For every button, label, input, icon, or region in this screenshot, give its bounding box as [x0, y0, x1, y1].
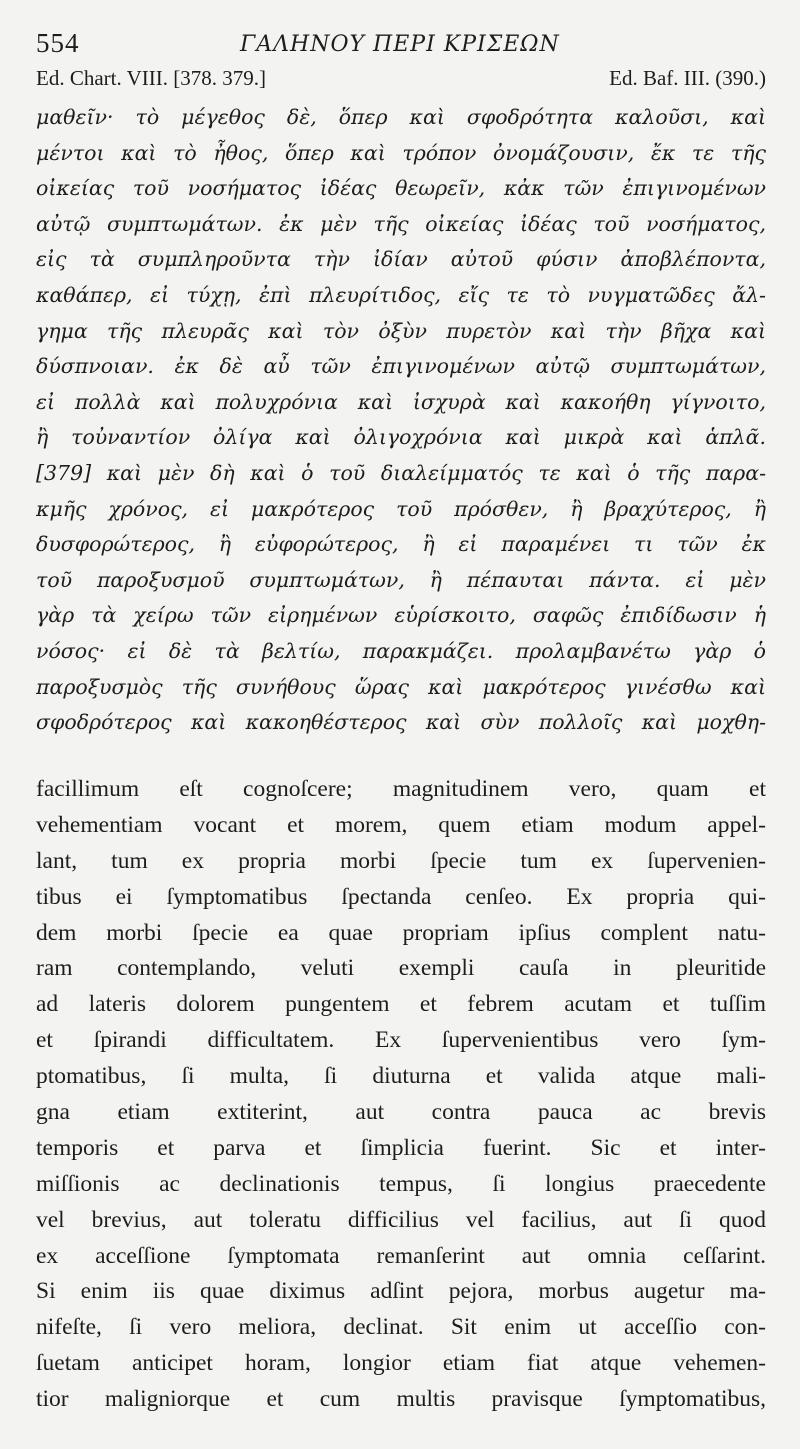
running-title: ΓΑΛΗΝΟΥ ΠΕΡΙ ΚΡΙΣΕΩΝ: [240, 32, 560, 57]
latin-line: miſſionis ac declinationis tempus, ſi longius praecedente: [36, 1170, 766, 1197]
greek-line: σφοδρότερος καὶ κακοηθέστερος καὶ σὺν πολλοῖς καὶ μοχθη-: [36, 710, 766, 735]
greek-line: παροξυσμὸς τῆς συνήθους ὥρας καὶ μακρότερος γινέσθω καὶ: [36, 674, 766, 699]
latin-line: vehementiam vocant et morem, quem etiam modum appel-: [36, 811, 766, 838]
latin-line: et ſpirandi difficultatem. Ex ſupervenientibus vero ſym-: [36, 1027, 766, 1054]
latin-line: facillimum eſt cognoſcere; magnitudinem vero, quam et: [36, 776, 766, 802]
latin-line: ad lateris dolorem pungentem et febrem acutam et tuſſim: [36, 991, 766, 1018]
greek-line: γὰρ τὰ χείρω τῶν εἰρημένων εὑρίσκοιτο, σαφῶς ἐπιδίδωσιν ἡ: [36, 603, 766, 628]
greek-line: νόσος· εἰ δὲ τὰ βελτίω, παρακμάζει. προλαμβανέτω γὰρ ὁ: [36, 638, 766, 663]
latin-line: vel brevius, aut toleratu difficilius vel facilius, aut ſi quod: [36, 1206, 766, 1233]
greek-line: τοῦ παροξυσμοῦ συμπτωμάτων, ἢ πέπαυται πάντα. εἰ μὲν: [36, 567, 766, 592]
latin-line: nifeſte, ſi vero meliora, declinat. Sit enim ut acceſſio con-: [36, 1314, 766, 1341]
greek-line: οἰκείας τοῦ νοσήματος ἰδέας θεωρεῖν, κἀκ τῶν ἐπιγινομένων: [36, 176, 766, 201]
greek-line: εἰς τὰ συμπληροῦντα τὴν ἰδίαν αὐτοῦ φύσιν ἀποβλέποντα,: [36, 247, 766, 272]
latin-line: ptomatibus, ſi multa, ſi diuturna et valida atque mali-: [36, 1063, 766, 1090]
latin-line: tibus ei ſymptomatibus ſpectanda cenſeo. Ex propria qui-: [36, 883, 766, 910]
edition-basel-reference: Ed. Baf. III. (390.): [609, 66, 766, 90]
greek-line: μέντοι καὶ τὸ ἦθος, ὅπερ καὶ τρόπον ὀνομάζουσιν, ἔκ τε τῆς: [36, 140, 766, 165]
edition-chartier-reference: Ed. Chart. VIII. [378. 379.]: [36, 66, 266, 90]
greek-line: δύσπνοιαν. ἐκ δὲ αὖ τῶν ἐπιγινομένων αὐτῷ συμπτωμάτων,: [36, 354, 766, 379]
latin-line: lant, tum ex propria morbi ſpecie tum ex ſupervenien-: [36, 847, 766, 874]
page-number: 554: [36, 28, 80, 58]
greek-line: γημα τῆς πλευρᾶς καὶ τὸν ὀξὺν πυρετὸν καὶ τὴν βῆχα καὶ: [36, 318, 766, 343]
greek-line: μαθεῖν· τὸ μέγεθος δὲ, ὅπερ καὶ σφοδρότητα καλοῦσι, καὶ: [36, 105, 766, 129]
page-header: [36, 24, 766, 64]
greek-line: καθάπερ, εἰ τύχῃ, ἐπὶ πλευρίτιδος, εἴς τε τὸ νυγματῶδες ἄλ-: [36, 282, 766, 307]
latin-line: dem morbi ſpecie ea quae propriam ipſius complent natu-: [36, 919, 766, 946]
greek-line: δυσφορώτερος, ἢ εὐφορώτερος, ἢ εἰ παραμένει τι τῶν ἐκ: [36, 532, 766, 557]
latin-line: Si enim iis quae diximus adſint pejora, morbus augetur ma-: [36, 1278, 766, 1305]
greek-line: αὐτῷ συμπτωμάτων. ἐκ μὲν τῆς οἰκείας ἰδέας τοῦ νοσήματος,: [36, 211, 766, 236]
greek-line: εἰ πολλὰ καὶ πολυχρόνια καὶ ἰσχυρὰ καὶ κακοήθη γίγνοιτο,: [36, 389, 766, 414]
latin-line: gna etiam extiterint, aut contra pauca ac brevis: [36, 1099, 766, 1126]
latin-line: ram contemplando, veluti exempli cauſa in pleuritide: [36, 955, 766, 982]
latin-line: ex acceſſione ſymptomata remanſerint aut omnia ceſſarint.: [36, 1242, 766, 1269]
latin-line: ſuetam anticipet horam, longior etiam fiat atque vehemen-: [36, 1350, 766, 1377]
edition-references: [36, 66, 766, 94]
greek-line: κμῆς χρόνος, εἰ μακρότερος τοῦ πρόσθεν, ἢ βραχύτερος, ἢ: [36, 496, 766, 521]
latin-line: temporis et parva et ſimplicia fuerint. Sic et inter-: [36, 1134, 766, 1161]
greek-line: ἢ τοὐναντίον ὀλίγα καὶ ὀλιγοχρόνια καὶ μικρὰ καὶ ἁπλᾶ.: [36, 425, 766, 450]
latin-text-block: [36, 772, 766, 1418]
greek-text-block: [36, 100, 766, 741]
greek-line: [379] καὶ μὲν δὴ καὶ ὁ τοῦ διαλείμματός τε καὶ ὁ τῆς παρα-: [36, 460, 766, 485]
latin-line: tior maligniorque et cum multis pravisque ſymptomatibus,: [36, 1386, 766, 1413]
